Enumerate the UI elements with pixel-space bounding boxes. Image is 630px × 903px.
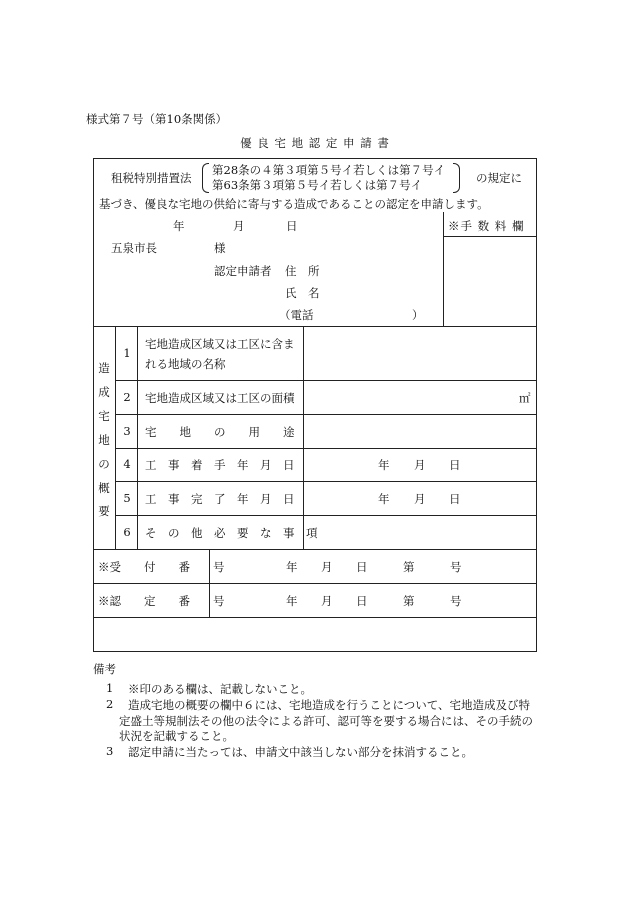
provision-suffix: の規定に — [476, 171, 522, 185]
certification-day: 日 — [356, 594, 368, 608]
row-number-3: 3 — [123, 424, 131, 438]
row-number-6: 6 — [123, 525, 131, 539]
date-year: 年 — [173, 219, 185, 233]
application-statement: 基づき、優良な宅地の供給に寄与する造成であることの認定を申請します。 — [99, 197, 489, 211]
applicant-phone-close: ） — [412, 308, 424, 322]
row-2-label: 宅地造成区域又は工区の面積 — [145, 391, 295, 405]
receipt-day: 日 — [356, 560, 368, 574]
row-6-label: そ の 他 必 要 な 事 項 — [145, 526, 318, 540]
applicant-phone-label: （電話 — [279, 308, 314, 322]
receipt-label: ※受 付 番 号 — [98, 560, 225, 574]
applicant-address-label: 住 所 — [285, 264, 320, 278]
note-2-line-2: 定盛土等規制法その他の法令による許可、認可等を要する場合には、その手続の — [119, 714, 533, 728]
start-year: 年 — [378, 458, 390, 472]
row-5-label: 工 事 完 了 年 月 日 — [145, 492, 295, 506]
certification-no: 第 — [403, 594, 415, 608]
row-number-2: 2 — [123, 390, 131, 404]
row-number-5: 5 — [123, 491, 131, 505]
note-1-line-1: ※印のある欄は、記載しないこと。 — [128, 682, 312, 696]
provision-option-1: 第28条の４第３項第５号イ若しくは第７号イ — [212, 163, 446, 177]
completion-month: 月 — [414, 492, 426, 506]
note-3-line-1: 認定申請に当たっては、申請文中該当しない部分を抹消すること。 — [128, 745, 473, 759]
note-2-line-1: 造成宅地の概要の欄中６には、宅地造成を行うことについて、宅地造成及び特 — [128, 698, 531, 712]
row-1-label-line1: 宅地造成区域又は工区に含ま — [145, 337, 295, 351]
row-1-label-line2: れる地域の名称 — [145, 357, 226, 371]
row-3-label: 宅 地 の 用 途 — [145, 425, 295, 439]
notes-heading: 備考 — [93, 662, 116, 676]
receipt-go: 号 — [450, 560, 462, 574]
start-day: 日 — [449, 458, 461, 472]
applicant-label: 認定申請者 — [214, 264, 272, 278]
form-number: 様式第７号（第10条関係） — [86, 112, 228, 126]
applicant-name-label: 氏 名 — [285, 286, 320, 300]
receipt-month: 月 — [321, 560, 333, 574]
right-brace — [453, 163, 460, 193]
note-2-line-3: 状況を記載すること。 — [119, 729, 234, 743]
row-number-4: 4 — [123, 457, 131, 471]
certification-label: ※認 定 番 号 — [98, 594, 225, 608]
left-brace — [202, 163, 209, 193]
law-name: 租税特別措置法 — [111, 171, 192, 185]
addressee: 五泉市長 — [111, 241, 157, 255]
date-day: 日 — [286, 219, 298, 233]
completion-day: 日 — [449, 492, 461, 506]
receipt-year: 年 — [286, 560, 298, 574]
page-title: 優 良 宅 地 認 定 申 請 書 — [240, 136, 390, 150]
row-4-label: 工 事 着 手 年 月 日 — [145, 458, 295, 472]
certification-month: 月 — [321, 594, 333, 608]
row-number-1: 1 — [123, 346, 131, 360]
honorific: 様 — [214, 241, 226, 255]
provision-option-2: 第63条第３項第５号イ若しくは第７号イ — [212, 178, 423, 192]
fee-label: ※手 数 料 欄 — [448, 219, 525, 233]
area-unit: ㎡ — [519, 391, 531, 405]
completion-year: 年 — [378, 492, 390, 506]
start-month: 月 — [414, 458, 426, 472]
certification-year: 年 — [286, 594, 298, 608]
receipt-no: 第 — [403, 560, 415, 574]
date-month: 月 — [233, 219, 245, 233]
certification-go: 号 — [450, 594, 462, 608]
